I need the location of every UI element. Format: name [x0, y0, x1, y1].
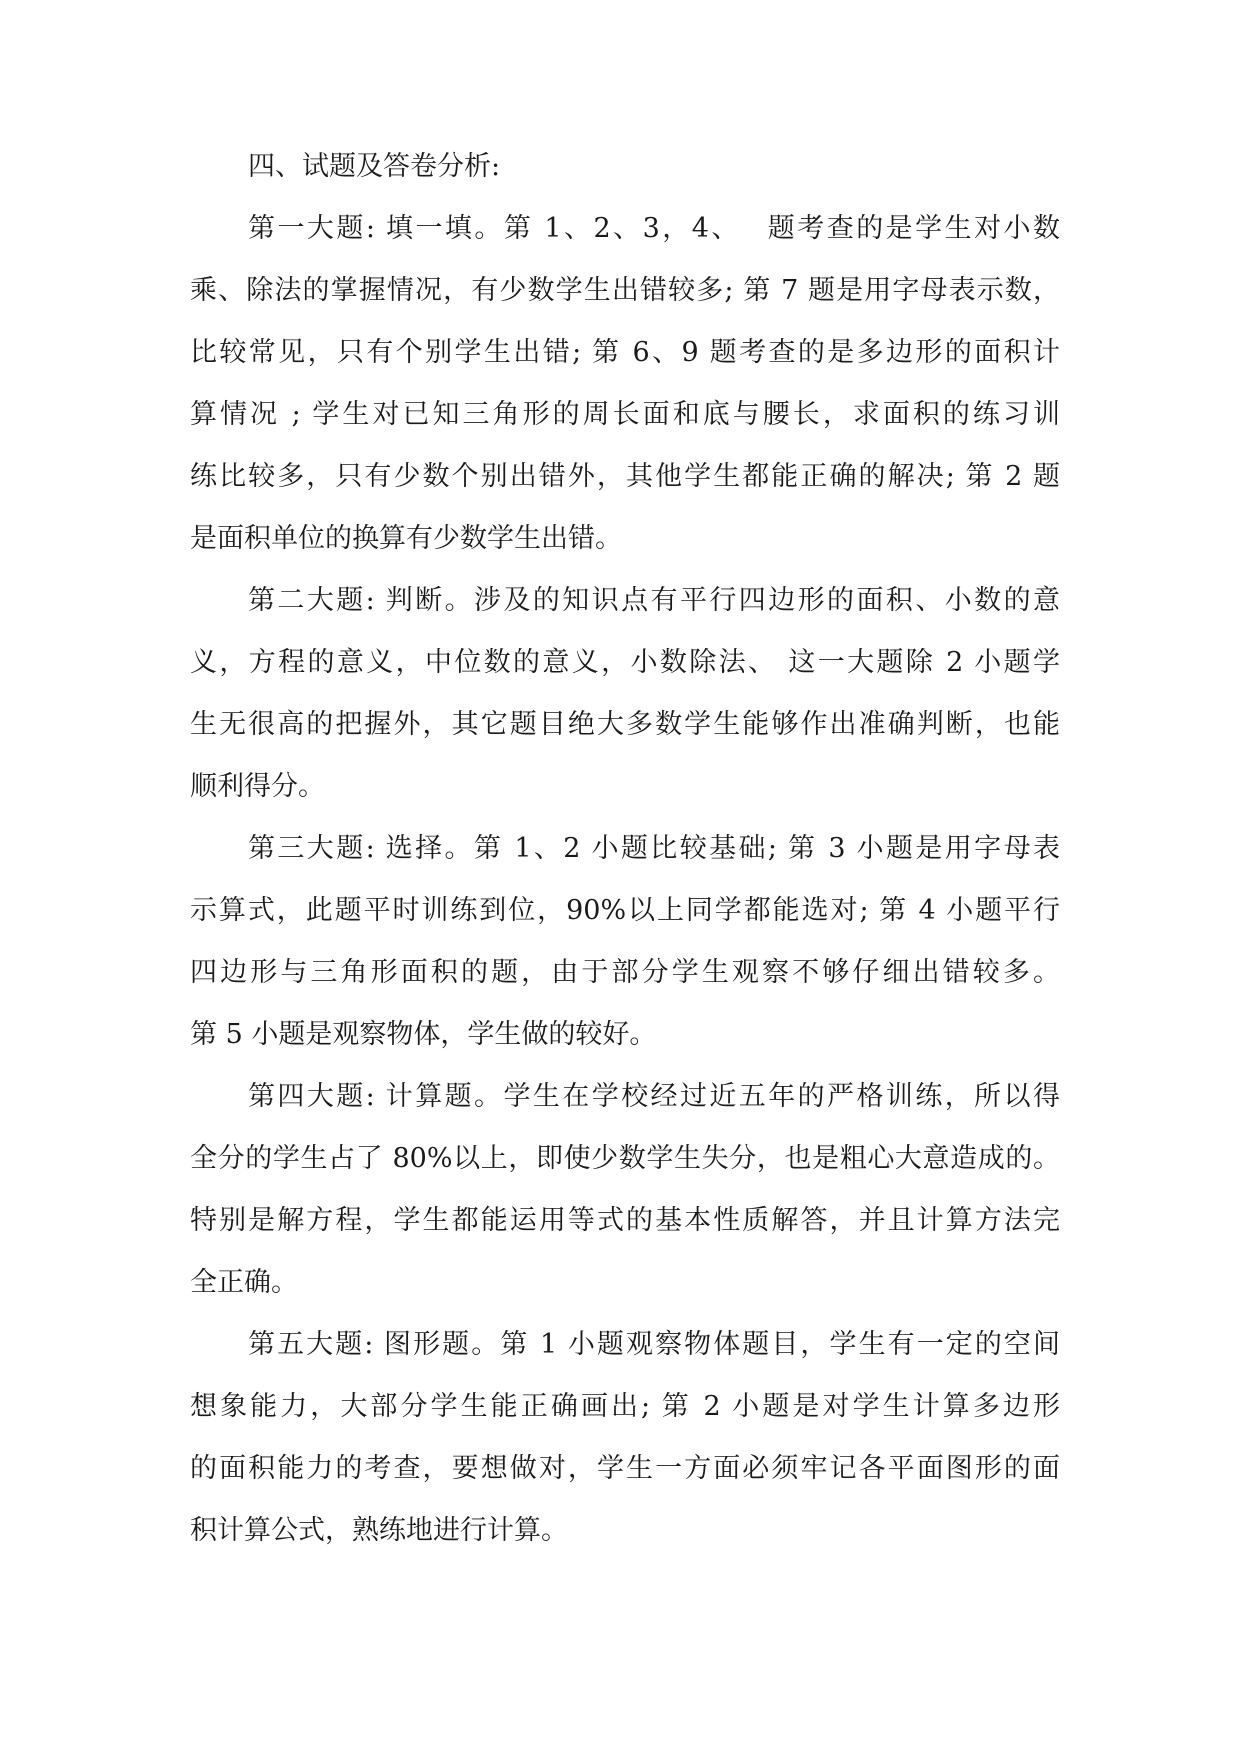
paragraph-line: 第 5 小题是观察物体，学生做的较好。 — [190, 1019, 657, 1050]
paragraph-line: 第五大题: 图形题。第 1 小题观察物体题目，学生有一定的空间 — [248, 1329, 1060, 1360]
paragraph-line: 特别是解方程，学生都能运用等式的基本性质解答，并且计算方法完 — [190, 1205, 1060, 1236]
paragraph-4 — [190, 1066, 1060, 1314]
paragraph-line: 义，方程的意义，中位数的意义，小数除法、 这一大题除 2 小题学 — [190, 647, 1060, 678]
paragraph-5 — [190, 1314, 1060, 1562]
paragraph-line: 顺利得分。 — [190, 771, 325, 802]
paragraph-line: 示算式，此题平时训练到位，90%以上同学都能选对; 第 4 小题平行 — [190, 895, 1060, 926]
paragraph-line: 第二大题: 判断。涉及的知识点有平行四边形的面积、小数的意 — [248, 585, 1060, 616]
paragraph-line: 算情况 ; 学生对已知三角形的周长面和底与腰长，求面积的练习训 — [190, 399, 1060, 430]
paragraph-line: 积计算公式，熟练地进行计算。 — [190, 1515, 568, 1546]
paragraph-line: 第一大题: 填一填。第 1、2、3，4、 题考查的是学生对小数 — [248, 213, 1060, 244]
section-heading: 四、试题及答卷分析: — [248, 151, 501, 182]
paragraph-line: 的面积能力的考查，要想做对，学生一方面必须牢记各平面图形的面 — [190, 1453, 1060, 1484]
paragraph-1 — [190, 198, 1060, 570]
paragraph-line: 第三大题: 选择。第 1、2 小题比较基础; 第 3 小题是用字母表 — [248, 833, 1060, 864]
document-body — [190, 136, 1060, 1562]
paragraph-line: 比较常见，只有个别学生出错; 第 6、9 题考查的是多边形的面积计 — [190, 337, 1060, 368]
paragraph-line: 全分的学生占了 80%以上，即使少数学生失分，也是粗心大意造成的。 — [190, 1143, 1060, 1174]
paragraph-line: 是面积单位的换算有少数学生出错。 — [190, 523, 622, 554]
paragraph-line: 生无很高的把握外，其它题目绝大多数学生能够作出准确判断，也能 — [190, 709, 1060, 740]
paragraph-line: 乘、除法的掌握情况，有少数学生出错较多; 第 7 题是用字母表示数， — [190, 275, 1060, 306]
paragraph-line: 第四大题: 计算题。学生在学校经过近五年的严格训练，所以得 — [248, 1081, 1060, 1112]
paragraph-line: 四边形与三角形面积的题，由于部分学生观察不够仔细出错较多。 — [190, 957, 1060, 988]
paragraph-3 — [190, 818, 1060, 1066]
paragraph-line: 全正确。 — [190, 1267, 298, 1298]
paragraph-2 — [190, 570, 1060, 818]
paragraph-line: 想象能力，大部分学生能正确画出; 第 2 小题是对学生计算多边形 — [190, 1391, 1060, 1422]
paragraph-line: 练比较多，只有少数个别出错外，其他学生都能正确的解决; 第 2 题 — [190, 461, 1060, 492]
